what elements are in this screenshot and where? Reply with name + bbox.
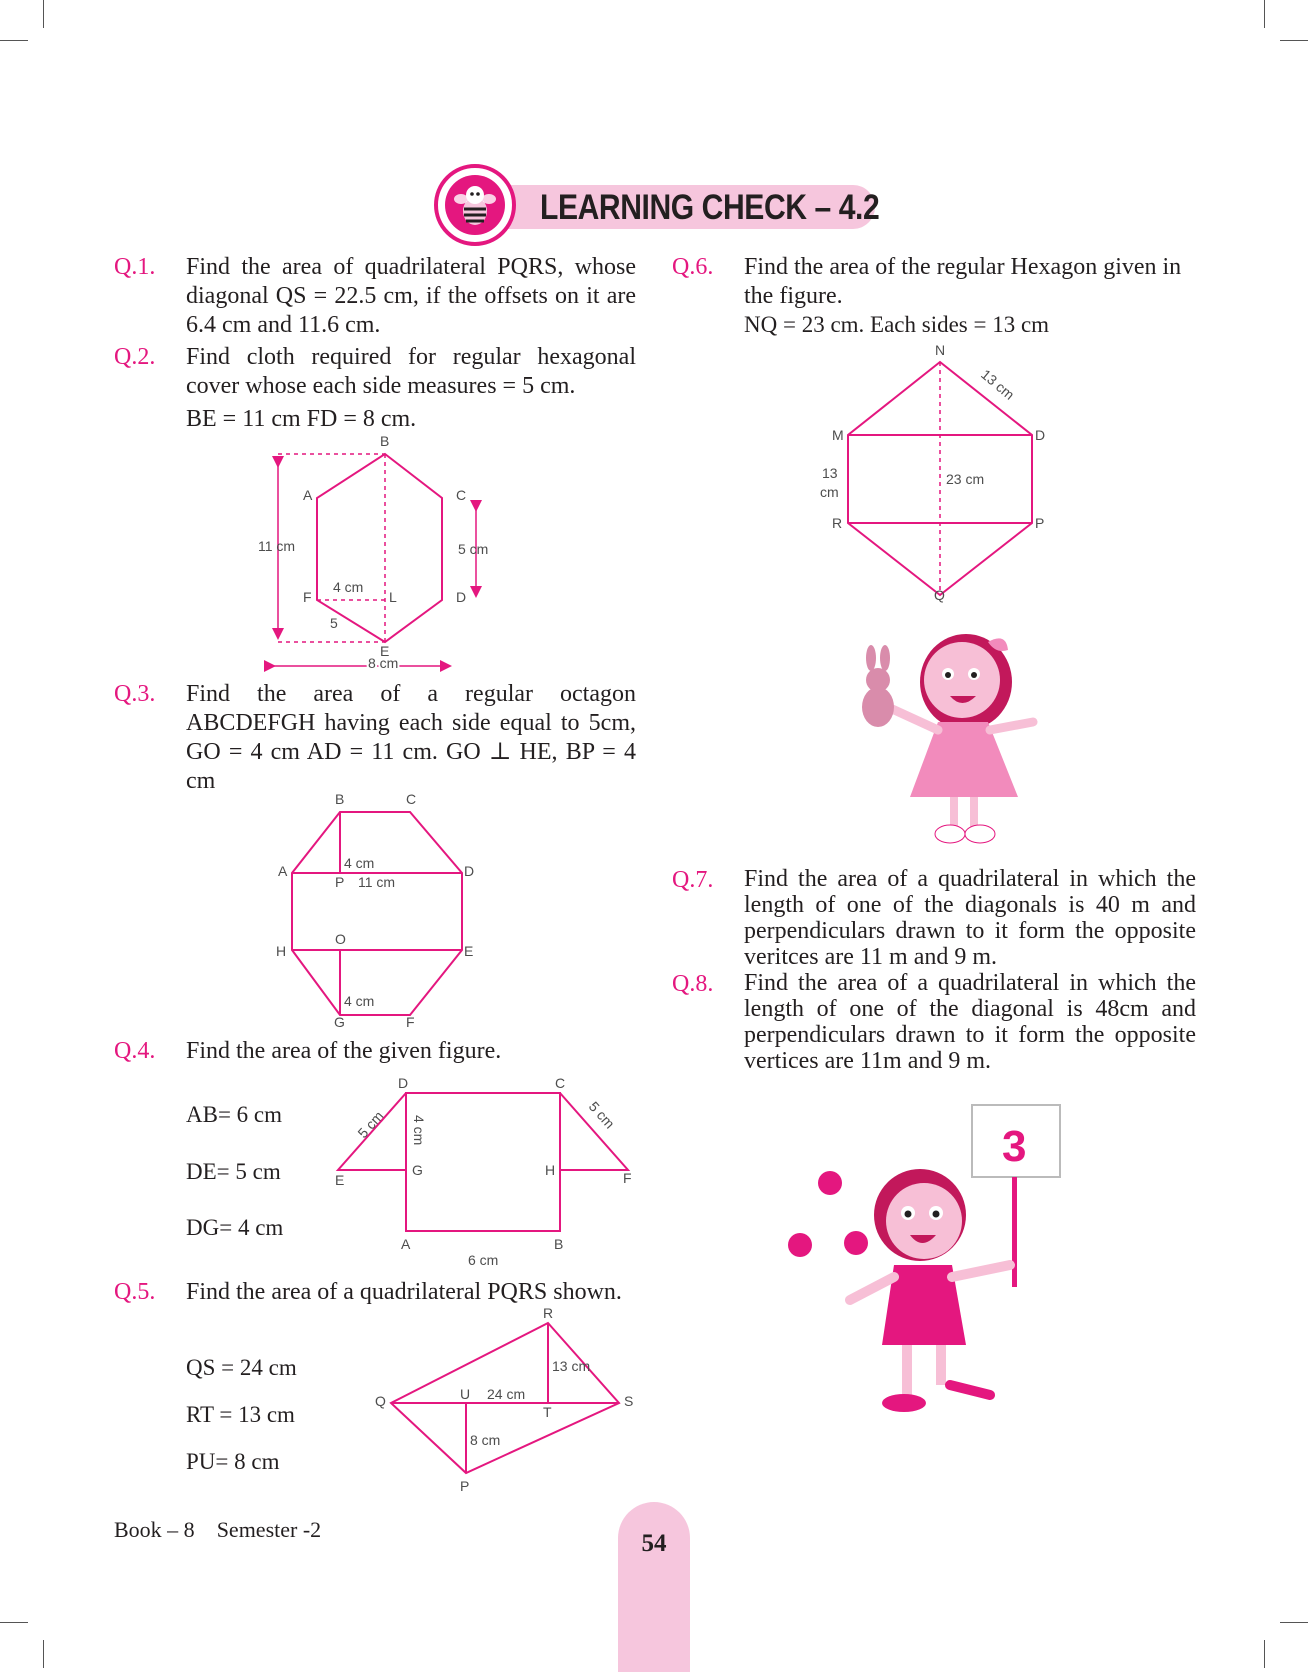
measure-label: 4 cm [344, 855, 375, 871]
measure-label: 8 cm [368, 655, 399, 671]
question-text: Find the area of the given figure. [186, 1038, 502, 1064]
quadrilateral-figure-q5 [372, 1305, 642, 1495]
question-text: Find cloth required for regular hexagonal cover whose each side measures = 5 cm. [186, 344, 636, 399]
vertex-label: H [545, 1162, 556, 1178]
crop-mark [1280, 40, 1308, 41]
vertex-label: D [456, 589, 467, 605]
question-given: DG= 4 cm [186, 1215, 284, 1240]
question-text: Find the area of a quadrilateral in which the length of one of the diagonal is 48cm and perpendiculars drawn to it form the opposite vertices are 11m and 9 m. [744, 970, 1196, 1074]
page-number-tab [618, 1502, 690, 1672]
vertex-label: G [412, 1162, 423, 1178]
hexagon-figure-q2 [240, 432, 490, 672]
vertex-label: F [623, 1170, 632, 1186]
vertex-label: Q [934, 587, 945, 603]
measure-label: 4 cm [411, 1115, 427, 1146]
footer-book-info [114, 1517, 321, 1543]
section-header [432, 162, 880, 252]
page-title: LEARNING CHECK – 4.2 [540, 188, 880, 227]
measure-label: 24 cm [487, 1386, 526, 1402]
measure-label: 23 cm [946, 471, 985, 487]
vertex-label: A [401, 1236, 411, 1252]
hexagon-figure-q6 [800, 340, 1060, 610]
vertex-label: H [276, 943, 287, 959]
bee-mascot-icon [434, 164, 516, 246]
vertex-label: A [303, 487, 313, 503]
question-text: Find the area of a quadrilateral in which the length of one of the diagonals is 40 m and perpendiculars drawn to it form the opposite veritces are 11 m and 9 m. [744, 866, 1196, 970]
vertex-label: R [543, 1305, 554, 1321]
question-number: Q.6. [672, 254, 714, 280]
measure-label: 6 cm [468, 1252, 499, 1268]
question-number: Q.3. [114, 681, 156, 707]
measure-label: 8 cm [470, 1432, 501, 1448]
question-text: Find the area of a regular octagon ABCDEFGH having each side equal to 5cm, GO = 4 cm AD = 11 cm. GO ⊥ HE, BP = 4 cm [186, 681, 636, 794]
vertex-label: O [335, 931, 346, 947]
vertex-label: C [406, 791, 417, 807]
vertex-label: P [335, 874, 345, 890]
crop-mark [43, 0, 44, 28]
vertex-label: D [464, 863, 475, 879]
book-label: Book – 8 [114, 1517, 195, 1542]
measure-label: 5 cm [585, 1098, 618, 1132]
girl-with-teddy-illustration [838, 612, 1058, 852]
crop-mark [0, 40, 28, 41]
question-text: Find the area of quadrilateral PQRS, whose diagonal QS = 22.5 cm, if the offsets on it are 6.4 cm and 11.6 cm. [186, 254, 636, 338]
measure-label: 4 cm [333, 579, 364, 595]
vertex-label: P [460, 1478, 470, 1494]
measure-label: 5 [330, 615, 338, 631]
question-number: Q.8. [672, 971, 714, 997]
question-given: BE = 11 cm FD = 8 cm. [186, 406, 417, 432]
vertex-label: L [389, 589, 397, 605]
question-given: QS = 24 cm [186, 1355, 297, 1380]
question-number: Q.5. [114, 1279, 156, 1305]
vertex-label: N [935, 342, 946, 358]
measure-label: 5 cm [458, 541, 489, 557]
vertex-label: B [554, 1236, 564, 1252]
question-given: PU= 8 cm [186, 1449, 280, 1474]
vertex-label: U [460, 1386, 471, 1402]
vertex-label: P [1035, 515, 1045, 531]
crop-mark [43, 1640, 44, 1668]
vertex-label: B [380, 433, 390, 449]
measure-label: 5 cm [354, 1107, 387, 1142]
question-number: Q.1. [114, 254, 156, 280]
crop-mark [0, 1622, 28, 1623]
measure-label: 11 cm [358, 874, 396, 890]
crop-mark [1280, 1622, 1308, 1623]
semester-label: Semester -2 [216, 1517, 322, 1542]
vertex-label: Q [375, 1393, 386, 1409]
vertex-label: A [278, 863, 288, 879]
vertex-label: C [456, 487, 467, 503]
measure-label: 11 cm [258, 538, 296, 554]
vertex-label: E [335, 1172, 345, 1188]
question-text: Find the area of the regular Hexagon given in the figure. [744, 254, 1182, 309]
page-number: 54 [641, 1530, 667, 1557]
vertex-label: S [624, 1393, 634, 1409]
octagon-figure-q3 [270, 790, 490, 1030]
crop-mark [1264, 0, 1265, 28]
question-number: Q.4. [114, 1038, 156, 1064]
question-number: Q.7. [672, 867, 714, 893]
svg-text:3: 3 [1002, 1122, 1027, 1171]
vertex-label: M [832, 427, 844, 443]
question-given: NQ = 23 cm. Each sides = 13 cm [744, 312, 1050, 337]
vertex-label: T [543, 1404, 552, 1420]
vertex-label: E [380, 643, 390, 659]
question-given: AB= 6 cm [186, 1102, 283, 1127]
vertex-label: F [303, 589, 312, 605]
question-number: Q.2. [114, 344, 156, 370]
vertex-label: D [398, 1075, 409, 1091]
girl-with-sign-illustration [790, 1095, 1090, 1435]
measure-label: 4 cm [344, 993, 375, 1009]
vertex-label: E [464, 943, 474, 959]
crop-mark [1264, 1640, 1265, 1668]
question-text: Find the area of a quadrilateral PQRS shown. [186, 1279, 622, 1305]
question-given: DE= 5 cm [186, 1159, 281, 1184]
vertex-label: D [1035, 427, 1046, 443]
vertex-label: F [406, 1014, 415, 1030]
vertex-label: B [335, 791, 345, 807]
measure-label: 13 cm [978, 366, 1018, 403]
composite-figure-q4 [320, 1075, 650, 1270]
vertex-label: G [334, 1014, 345, 1030]
question-given: RT = 13 cm [186, 1402, 295, 1427]
measure-label: 13 [822, 465, 838, 481]
measure-label: cm [820, 484, 839, 500]
vertex-label: R [832, 515, 843, 531]
measure-label: 13 cm [552, 1358, 591, 1374]
vertex-label: C [555, 1075, 566, 1091]
